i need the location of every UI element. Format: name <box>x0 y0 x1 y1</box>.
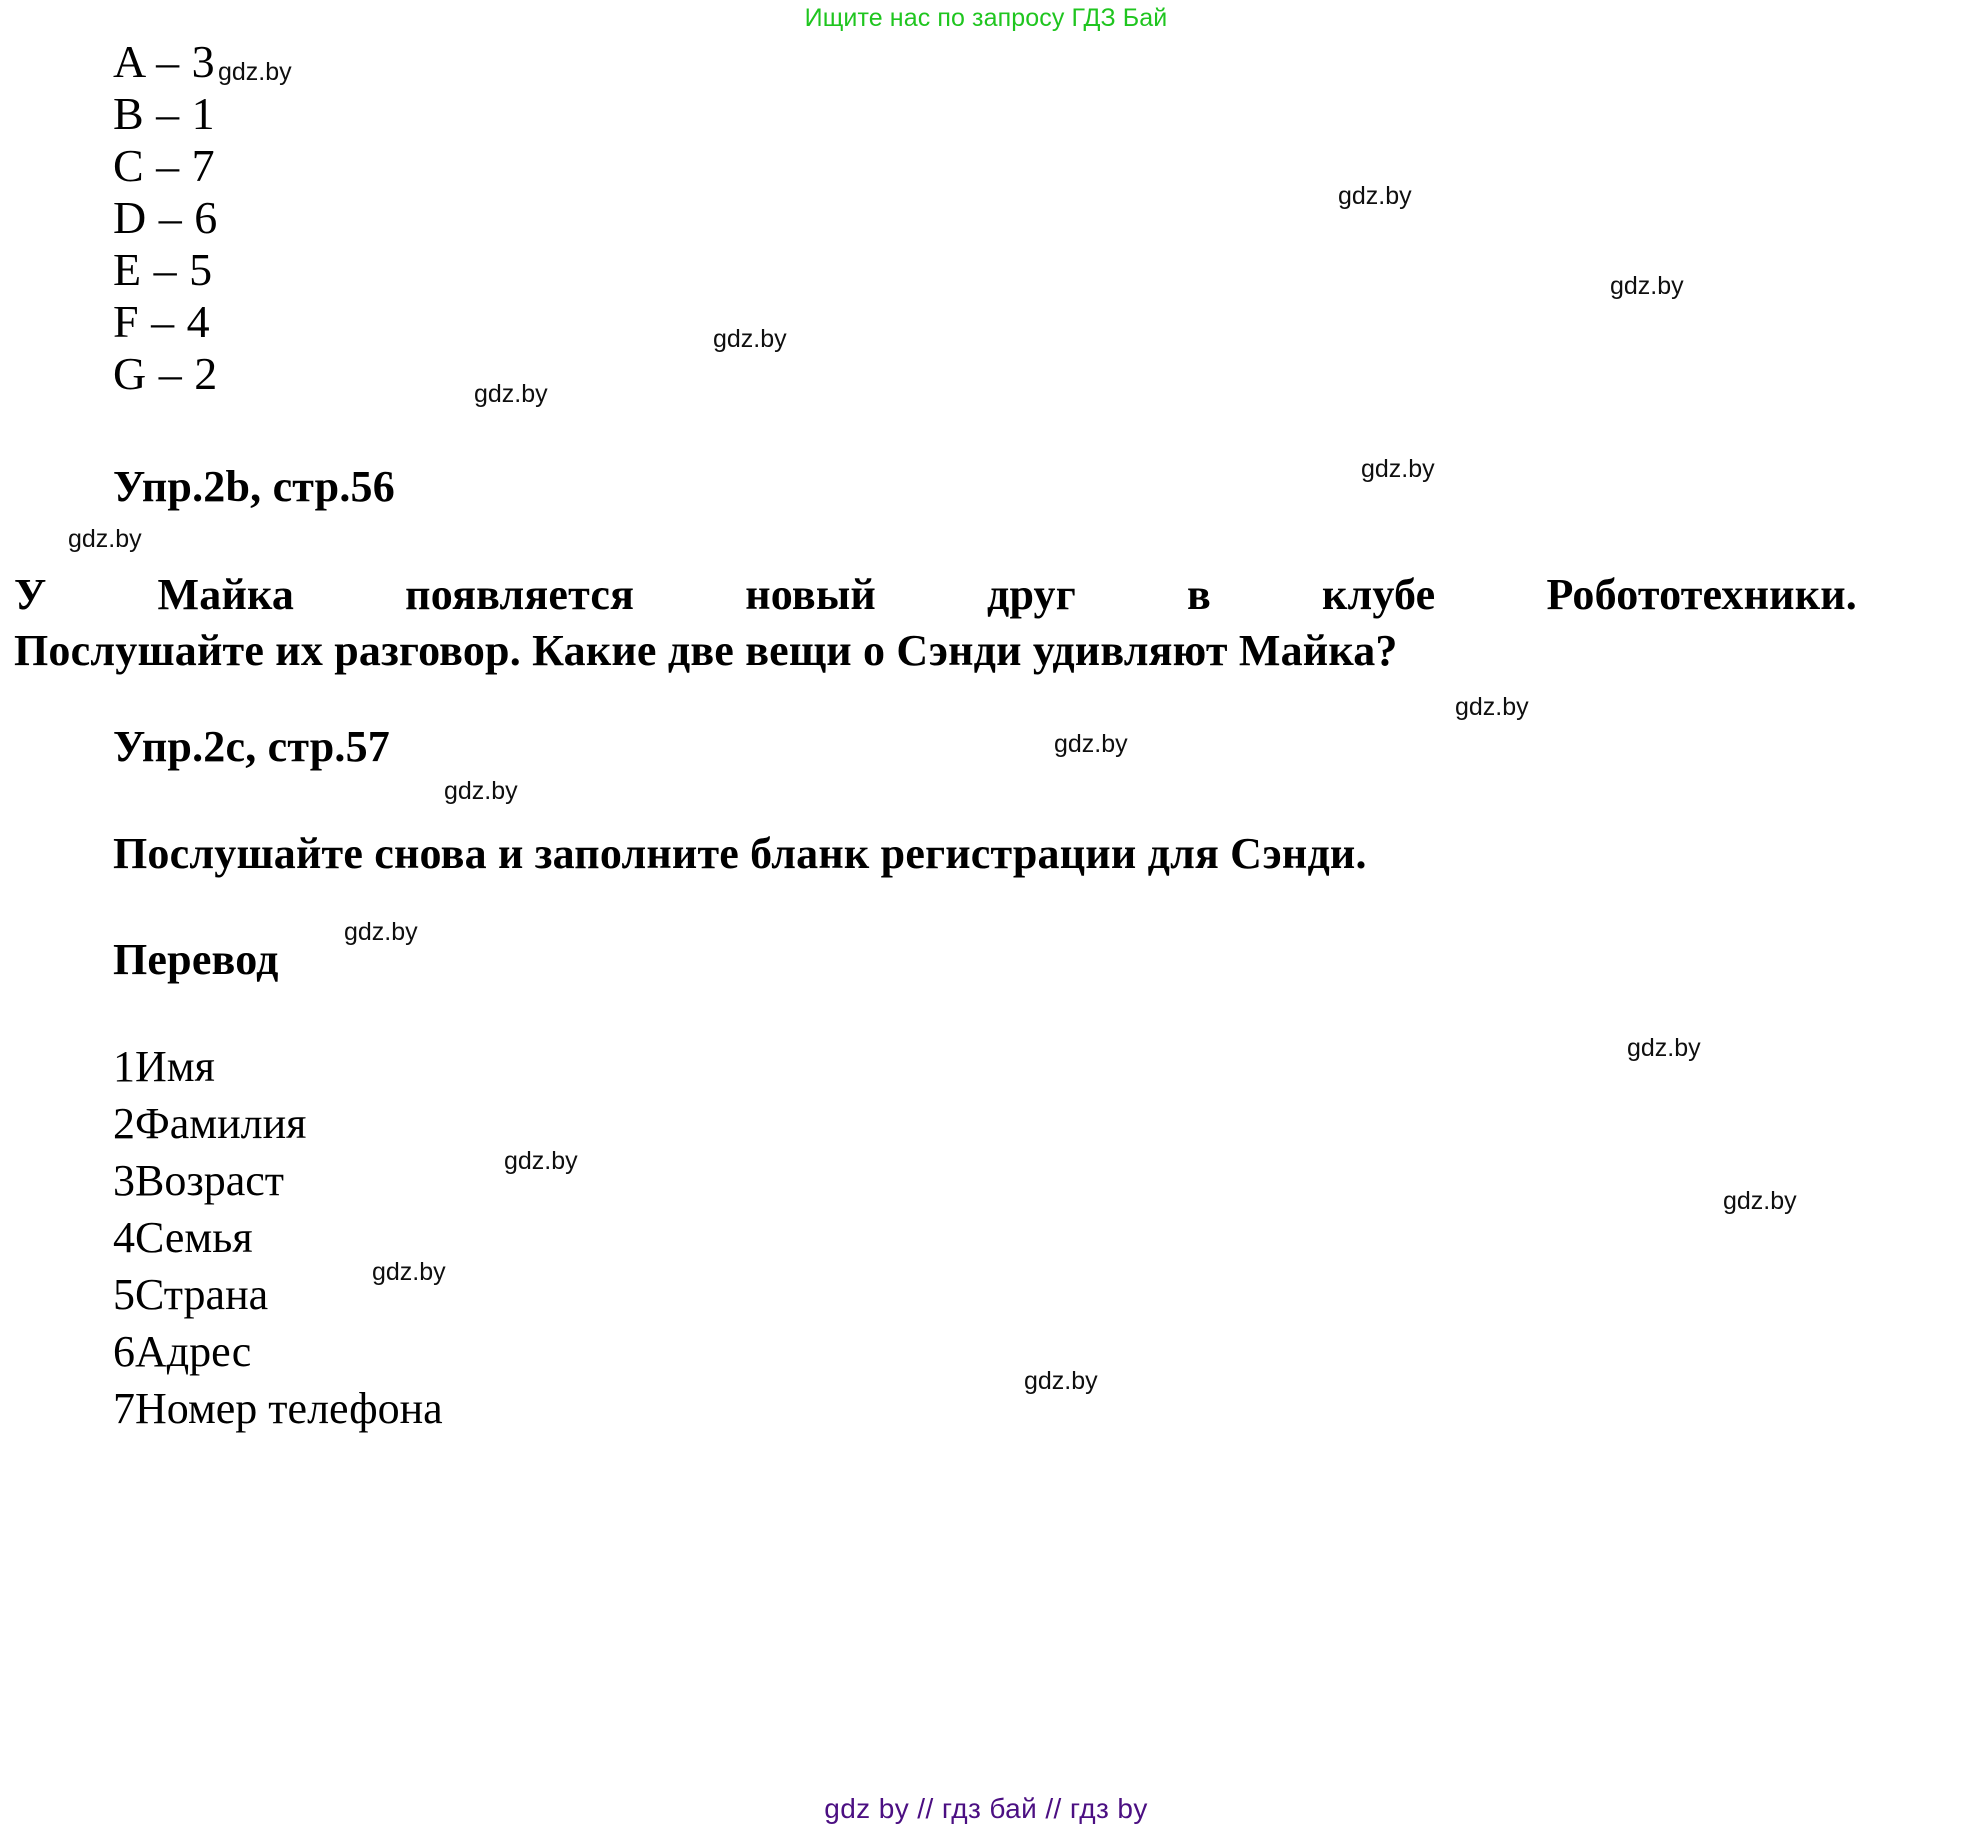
list-item-number: 7 <box>113 1384 135 1433</box>
watermark: gdz.by <box>68 525 142 553</box>
answers-list <box>113 36 218 400</box>
watermark: gdz.by <box>1723 1187 1797 1215</box>
list-item <box>113 1095 443 1152</box>
answer-row: G – 2 <box>113 348 218 399</box>
footer-branding: gdz by // гдз бай // гдз by <box>824 1793 1148 1824</box>
list-item-number: 1 <box>113 1042 135 1091</box>
list-item-label: Семья <box>135 1213 253 1262</box>
watermark: gdz.by <box>1338 182 1412 210</box>
list-item-number: 6 <box>113 1327 135 1376</box>
watermark: gdz.by <box>1610 272 1684 300</box>
watermark: gdz.by <box>372 1258 446 1286</box>
watermark: gdz.by <box>1627 1034 1701 1062</box>
watermark: gdz.by <box>344 918 418 946</box>
answer-row: A – 3 <box>113 36 216 87</box>
watermark: gdz.by <box>218 58 292 86</box>
answer-row: C – 7 <box>113 140 216 191</box>
list-item-number: 5 <box>113 1270 135 1319</box>
list-item-label: Фамилия <box>135 1099 307 1148</box>
translation-list <box>113 1038 443 1437</box>
list-item-label: Страна <box>135 1270 269 1319</box>
exercise-heading-2c: Упр.2c, стр.57 <box>113 722 390 771</box>
exercise-2b-task <box>14 567 1857 679</box>
answer-row: B – 1 <box>113 88 216 139</box>
list-item-number: 4 <box>113 1213 135 1262</box>
answer-row: D – 6 <box>113 192 218 243</box>
watermark: gdz.by <box>1024 1367 1098 1395</box>
task-line: У Майка появляется новый друг в клубе Робототехники. <box>14 570 1857 619</box>
watermark: gdz.by <box>713 325 787 353</box>
list-item-label: Адрес <box>135 1327 252 1376</box>
list-item <box>113 1323 443 1380</box>
promo-banner: Ищите нас по запросу ГДЗ Бай <box>804 4 1168 32</box>
list-item-label: Номер телефона <box>135 1384 443 1433</box>
list-item-number: 2 <box>113 1099 135 1148</box>
list-item <box>113 1038 443 1095</box>
list-item-number: 3 <box>113 1156 135 1205</box>
exercise-heading-2b: Упр.2b, стр.56 <box>113 462 395 511</box>
watermark: gdz.by <box>474 380 548 408</box>
answer-row: E – 5 <box>113 244 213 295</box>
watermark: gdz.by <box>1054 730 1128 758</box>
watermark: gdz.by <box>1361 455 1435 483</box>
list-item-label: Имя <box>135 1042 215 1091</box>
list-item <box>113 1152 443 1209</box>
exercise-2c-task: Послушайте снова и заполните бланк регистрации для Сэнди. <box>113 829 1367 878</box>
watermark: gdz.by <box>444 777 518 805</box>
list-item <box>113 1380 443 1437</box>
translation-heading: Перевод <box>113 935 279 984</box>
answer-row: F – 4 <box>113 296 211 347</box>
watermark: gdz.by <box>1455 693 1529 721</box>
watermark: gdz.by <box>504 1147 578 1175</box>
task-line: Послушайте их разговор. Какие две вещи о Сэнди удивляют Майка? <box>14 626 1398 675</box>
list-item-label: Возраст <box>135 1156 285 1205</box>
